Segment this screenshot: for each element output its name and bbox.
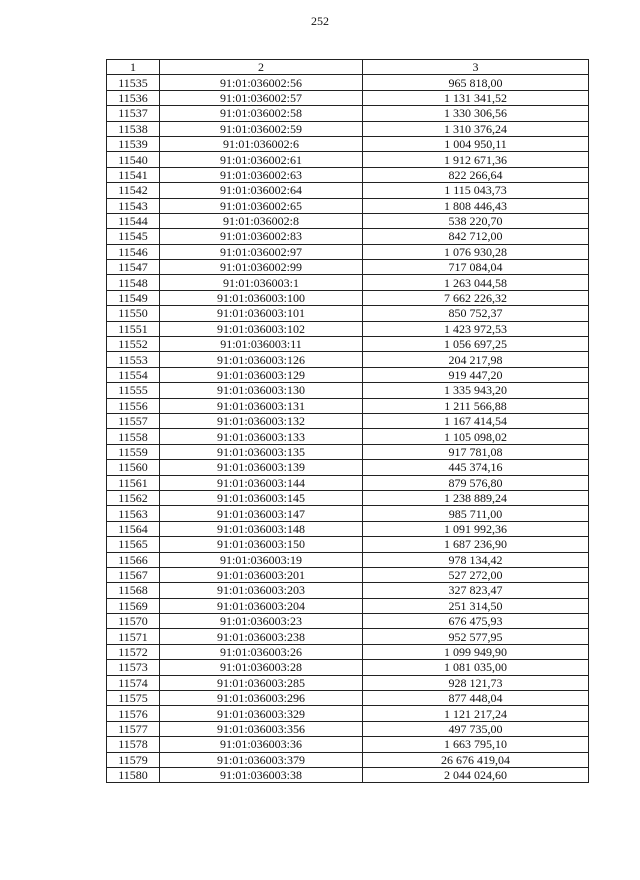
column-header-value: 3 [363,60,589,75]
row-number-cell: 11557 [107,413,160,428]
table-row [107,213,589,228]
table-row [107,475,589,490]
table-row [107,629,589,644]
cadastral-value-cell: 676 475,93 [363,614,589,629]
cadastral-value-cell: 985 711,00 [363,506,589,521]
cadastral-value-cell: 251 314,50 [363,598,589,613]
table-row [107,490,589,505]
row-number-cell: 11541 [107,167,160,182]
cadastral-value-cell: 2 044 024,60 [363,767,589,782]
table-row [107,229,589,244]
cadastral-value-cell: 1 115 043,73 [363,183,589,198]
cadastral-value-cell: 877 448,04 [363,691,589,706]
table-row [107,537,589,552]
cadastral-value-cell: 1 263 044,58 [363,275,589,290]
cadastral-number-cell: 91:01:036003:135 [160,444,363,459]
cadastral-number-cell: 91:01:036003:204 [160,598,363,613]
table-row [107,552,589,567]
table-row [107,275,589,290]
cadastral-value-table [106,59,589,783]
table-row [107,383,589,398]
cadastral-number-cell: 91:01:036003:356 [160,721,363,736]
table-row [107,121,589,136]
cadastral-value-cell: 1 056 697,25 [363,337,589,352]
table-row [107,767,589,782]
cadastral-number-cell: 91:01:036002:61 [160,152,363,167]
row-number-cell: 11568 [107,583,160,598]
cadastral-value-cell: 1 167 414,54 [363,413,589,428]
cadastral-number-cell: 91:01:036003:131 [160,398,363,413]
cadastral-number-cell: 91:01:036002:8 [160,213,363,228]
row-number-cell: 11536 [107,90,160,105]
table-row [107,260,589,275]
page-number: 252 [311,14,329,28]
cadastral-number-cell: 91:01:036003:147 [160,506,363,521]
cadastral-value-cell: 1 121 217,24 [363,706,589,721]
row-number-cell: 11555 [107,383,160,398]
cadastral-number-cell: 91:01:036002:99 [160,260,363,275]
table-row [107,75,589,90]
row-number-cell: 11574 [107,675,160,690]
cadastral-value-cell: 1 808 446,43 [363,198,589,213]
cadastral-value-cell: 842 712,00 [363,229,589,244]
cadastral-number-cell: 91:01:036003:28 [160,660,363,675]
cadastral-value-cell: 1 099 949,90 [363,644,589,659]
table-row [107,398,589,413]
row-number-cell: 11551 [107,321,160,336]
table-row [107,106,589,121]
row-number-cell: 11546 [107,244,160,259]
row-number-cell: 11556 [107,398,160,413]
table-row [107,136,589,151]
table-body [107,75,589,783]
cadastral-number-cell: 91:01:036002:97 [160,244,363,259]
row-number-cell: 11545 [107,229,160,244]
row-number-cell: 11563 [107,506,160,521]
table-row [107,306,589,321]
cadastral-value-cell: 1 335 943,20 [363,383,589,398]
cadastral-number-cell: 91:01:036003:19 [160,552,363,567]
row-number-cell: 11547 [107,260,160,275]
table-row [107,321,589,336]
cadastral-number-cell: 91:01:036003:126 [160,352,363,367]
cadastral-number-cell: 91:01:036003:203 [160,583,363,598]
table-row [107,506,589,521]
table-row [107,244,589,259]
row-number-cell: 11570 [107,614,160,629]
table-row [107,567,589,582]
row-number-cell: 11580 [107,767,160,782]
cadastral-number-cell: 91:01:036003:130 [160,383,363,398]
cadastral-value-cell: 1 131 341,52 [363,90,589,105]
cadastral-value-cell: 917 781,08 [363,444,589,459]
cadastral-number-cell: 91:01:036002:63 [160,167,363,182]
table-row [107,706,589,721]
table-row [107,167,589,182]
table-row [107,737,589,752]
cadastral-number-cell: 91:01:036003:144 [160,475,363,490]
cadastral-value-cell: 965 818,00 [363,75,589,90]
cadastral-number-cell: 91:01:036002:57 [160,90,363,105]
cadastral-number-cell: 91:01:036002:64 [160,183,363,198]
row-number-cell: 11571 [107,629,160,644]
row-number-cell: 11579 [107,752,160,767]
row-number-cell: 11537 [107,106,160,121]
cadastral-value-cell: 1 105 098,02 [363,429,589,444]
cadastral-number-cell: 91:01:036003:329 [160,706,363,721]
table-row [107,352,589,367]
row-number-cell: 11535 [107,75,160,90]
cadastral-number-cell: 91:01:036003:150 [160,537,363,552]
cadastral-number-cell: 91:01:036003:379 [160,752,363,767]
cadastral-value-cell: 1 663 795,10 [363,737,589,752]
cadastral-number-cell: 91:01:036003:101 [160,306,363,321]
table-row [107,183,589,198]
table-row [107,460,589,475]
column-header-number: 1 [107,60,160,75]
table-row [107,521,589,536]
table-row [107,660,589,675]
row-number-cell: 11564 [107,521,160,536]
cadastral-value-cell: 1 330 306,56 [363,106,589,121]
table-row [107,413,589,428]
cadastral-number-cell: 91:01:036003:100 [160,290,363,305]
cadastral-number-cell: 91:01:036002:65 [160,198,363,213]
row-number-cell: 11558 [107,429,160,444]
row-number-cell: 11560 [107,460,160,475]
cadastral-value-cell: 1 004 950,11 [363,136,589,151]
row-number-cell: 11567 [107,567,160,582]
cadastral-number-cell: 91:01:036003:285 [160,675,363,690]
table-row [107,444,589,459]
cadastral-number-cell: 91:01:036002:6 [160,136,363,151]
cadastral-number-cell: 91:01:036002:58 [160,106,363,121]
cadastral-value-cell: 497 735,00 [363,721,589,736]
cadastral-number-cell: 91:01:036003:145 [160,490,363,505]
table-row [107,367,589,382]
cadastral-value-cell: 327 823,47 [363,583,589,598]
row-number-cell: 11576 [107,706,160,721]
table-row [107,290,589,305]
cadastral-value-cell: 952 577,95 [363,629,589,644]
cadastral-value-cell: 850 752,37 [363,306,589,321]
table-row [107,337,589,352]
cadastral-number-cell: 91:01:036003:132 [160,413,363,428]
cadastral-value-cell: 1 076 930,28 [363,244,589,259]
cadastral-value-cell: 1 310 376,24 [363,121,589,136]
cadastral-number-cell: 91:01:036003:296 [160,691,363,706]
column-header-cadastral-number: 2 [160,60,363,75]
cadastral-number-cell: 91:01:036002:59 [160,121,363,136]
row-number-cell: 11559 [107,444,160,459]
cadastral-number-cell: 91:01:036003:23 [160,614,363,629]
table-row [107,691,589,706]
cadastral-value-cell: 26 676 419,04 [363,752,589,767]
row-number-cell: 11572 [107,644,160,659]
cadastral-number-cell: 91:01:036003:1 [160,275,363,290]
cadastral-value-cell: 928 121,73 [363,675,589,690]
table-row [107,721,589,736]
row-number-cell: 11553 [107,352,160,367]
cadastral-value-cell: 1 423 972,53 [363,321,589,336]
row-number-cell: 11565 [107,537,160,552]
cadastral-value-cell: 919 447,20 [363,367,589,382]
cadastral-value-cell: 7 662 226,32 [363,290,589,305]
table-row [107,598,589,613]
cadastral-number-cell: 91:01:036002:83 [160,229,363,244]
cadastral-number-cell: 91:01:036003:139 [160,460,363,475]
cadastral-value-cell: 1 211 566,88 [363,398,589,413]
table-row [107,429,589,444]
cadastral-value-cell: 1 912 671,36 [363,152,589,167]
row-number-cell: 11573 [107,660,160,675]
row-number-cell: 11550 [107,306,160,321]
row-number-cell: 11543 [107,198,160,213]
row-number-cell: 11566 [107,552,160,567]
table-row [107,583,589,598]
row-number-cell: 11554 [107,367,160,382]
cadastral-value-cell: 445 374,16 [363,460,589,475]
table-row [107,90,589,105]
cadastral-value-cell: 527 272,00 [363,567,589,582]
row-number-cell: 11549 [107,290,160,305]
row-number-cell: 11538 [107,121,160,136]
cadastral-value-cell: 1 081 035,00 [363,660,589,675]
table-row [107,752,589,767]
cadastral-number-cell: 91:01:036003:201 [160,567,363,582]
cadastral-value-cell: 204 217,98 [363,352,589,367]
cadastral-value-cell: 1 238 889,24 [363,490,589,505]
table-header-row [107,60,589,75]
cadastral-value-cell: 538 220,70 [363,213,589,228]
row-number-cell: 11539 [107,136,160,151]
row-number-cell: 11544 [107,213,160,228]
table-row [107,198,589,213]
cadastral-number-cell: 91:01:036003:11 [160,337,363,352]
cadastral-number-cell: 91:01:036003:102 [160,321,363,336]
cadastral-value-cell: 1 091 992,36 [363,521,589,536]
cadastral-value-cell: 1 687 236,90 [363,537,589,552]
row-number-cell: 11542 [107,183,160,198]
row-number-cell: 11548 [107,275,160,290]
table-row [107,152,589,167]
cadastral-number-cell: 91:01:036003:36 [160,737,363,752]
row-number-cell: 11578 [107,737,160,752]
table-row [107,614,589,629]
cadastral-number-cell: 91:01:036003:238 [160,629,363,644]
row-number-cell: 11575 [107,691,160,706]
cadastral-number-cell: 91:01:036003:129 [160,367,363,382]
cadastral-value-cell: 717 084,04 [363,260,589,275]
cadastral-number-cell: 91:01:036003:133 [160,429,363,444]
row-number-cell: 11569 [107,598,160,613]
row-number-cell: 11552 [107,337,160,352]
cadastral-number-cell: 91:01:036003:26 [160,644,363,659]
cadastral-value-cell: 879 576,80 [363,475,589,490]
row-number-cell: 11577 [107,721,160,736]
cadastral-value-cell: 978 134,42 [363,552,589,567]
row-number-cell: 11562 [107,490,160,505]
table-row [107,675,589,690]
cadastral-number-cell: 91:01:036002:56 [160,75,363,90]
row-number-cell: 11561 [107,475,160,490]
row-number-cell: 11540 [107,152,160,167]
cadastral-number-cell: 91:01:036003:38 [160,767,363,782]
cadastral-number-cell: 91:01:036003:148 [160,521,363,536]
cadastral-value-cell: 822 266,64 [363,167,589,182]
table-row [107,644,589,659]
